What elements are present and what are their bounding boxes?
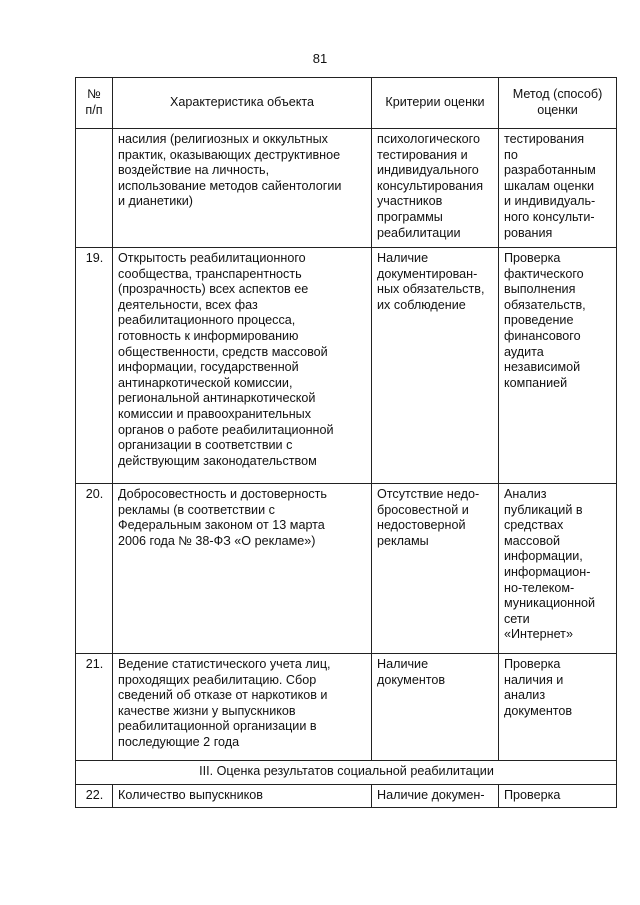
row-criteria: Отсутствие недо- бросовестной и недостоверной рекламы xyxy=(372,484,499,654)
header-characteristic: Характеристика объекта xyxy=(113,78,372,129)
row-method: Анализ публикаций в средствах массовой информации, информацион- но-телеком- муникационной сети «Интернет» xyxy=(499,484,617,654)
row-criteria: Наличие документирован- ных обязательств, их соблюдение xyxy=(372,248,499,484)
section-row xyxy=(76,761,617,785)
row-number: 20. xyxy=(76,484,113,654)
row-number xyxy=(76,129,113,248)
table-row xyxy=(76,484,617,654)
row-characteristic: Добросовестность и достоверность рекламы (в соответствии с Федеральным законом от 13 марта 2006 года № 38-ФЗ «О рекламе») xyxy=(113,484,372,654)
row-number: 22. xyxy=(76,784,113,808)
row-criteria: Наличие документов xyxy=(372,654,499,761)
row-number: 21. xyxy=(76,654,113,761)
row-method: Проверка xyxy=(499,784,617,808)
row-method: Проверка наличия и анализ документов xyxy=(499,654,617,761)
header-criteria: Критерии оценки xyxy=(372,78,499,129)
row-method: Проверка фактического выполнения обязательств, проведение финансового аудита независимой компанией xyxy=(499,248,617,484)
table-row xyxy=(76,654,617,761)
row-characteristic: насилия (религиозных и оккультных практик, оказывающих деструктивное воздействие на личность, использование методов сайентологии и дианетики) xyxy=(113,129,372,248)
row-characteristic: Количество выпускников xyxy=(113,784,372,808)
section-title: III. Оценка результатов социальной реабилитации xyxy=(76,761,617,785)
row-number: 19. xyxy=(76,248,113,484)
row-characteristic: Открытость реабилитационного сообщества, транспарентность (прозрачность) всех аспектов ее деятельности, всех фаз реабилитационного процесса, готовность к информированию общественности, средств массовой информации, государственной антинаркотической комиссии, региональной антинаркотической комиссии и правоохранительных органов о работе реабилитационной организации в соответствии с действующим законодательством xyxy=(113,248,372,484)
table-row xyxy=(76,784,617,808)
table-header-row xyxy=(76,78,617,129)
header-method: Метод (способ) оценки xyxy=(499,78,617,129)
header-num: № п/п xyxy=(76,78,113,129)
row-criteria: Наличие докумен- xyxy=(372,784,499,808)
row-method: тестирования по разработанным шкалам оценки и индивидуаль- ного консульти- рования xyxy=(499,129,617,248)
row-criteria: психологического тестирования и индивидуального консультирования участников программы реабилитации xyxy=(372,129,499,248)
row-characteristic: Ведение статистического учета лиц, проходящих реабилитацию. Сбор сведений об отказе от наркотиков и качестве жизни у выпускников реабилитационной организации в последующие 2 года xyxy=(113,654,372,761)
criteria-table xyxy=(75,77,617,808)
page-number: 81 xyxy=(312,51,328,66)
table-row xyxy=(76,129,617,248)
table-row xyxy=(76,248,617,484)
